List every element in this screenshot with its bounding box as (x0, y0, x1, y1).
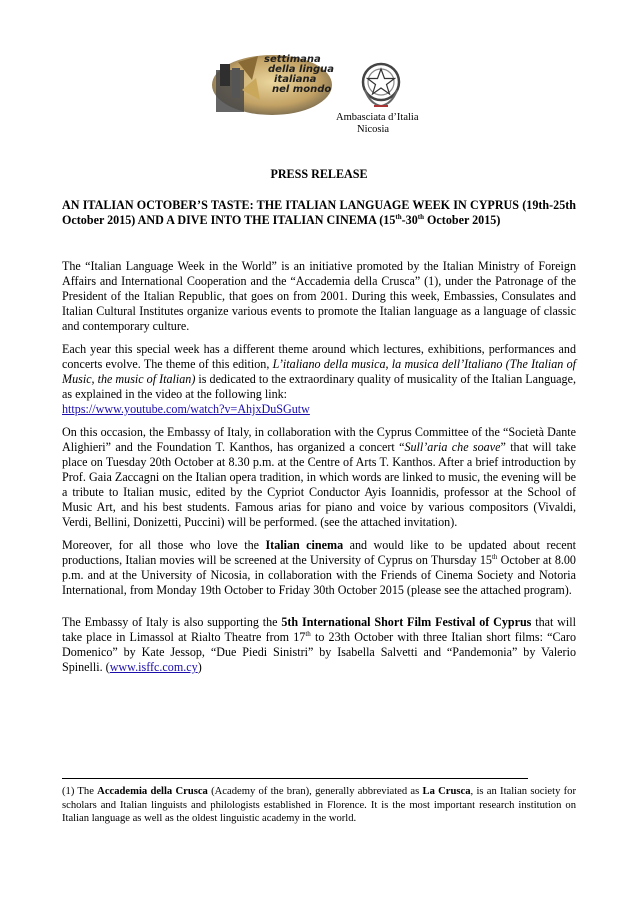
cinema-text-3: October at 8.00 p.m. and at the University of Nicosia, in collaboration with the Friends of Cinema Society and Notoria International, from Monday 19th October to Friday 30th October 2015 (please see the attached program). (62, 553, 576, 597)
concert-text-1: On this occasion, the Embassy of Italy, in collaboration with the Cyprus Committee of the “Società Dante Alighieri” and the Foundation T. Kanthos, has organized a concert “ (62, 425, 576, 454)
festival-bold: 5th International Short Film Festival of Cyprus (281, 615, 532, 629)
theme-title-italic: L’italiano della musica, la musica dell’Italiano (The Italian of Music, the music of Italian) (62, 357, 576, 386)
footnote-text-2: (Academy of the bran), generally abbreviated as (207, 786, 423, 797)
paragraph-concert (62, 425, 576, 530)
footnote (62, 785, 576, 826)
settimana-logo (208, 50, 336, 120)
cinema-text-2: and would like to be updated about recent productions, Italian movies will be screened at the University of Cyprus on Thursday 15 (62, 538, 577, 567)
cinema-bold: Italian cinema (265, 538, 344, 552)
footnote-text-3: , is an Italian society for scholars and Italian linguists and philologists established in Florence. It is the most important research institution on Italian language as well as the oldest linguistic academy in the world. (62, 786, 576, 824)
embassy-city: Nicosia (357, 124, 390, 135)
embassy-label (336, 112, 419, 136)
logo-line-3: italiana (274, 74, 317, 85)
page-title (62, 198, 576, 228)
title-superscript-1: th (395, 212, 402, 221)
festival-text-1: The Embassy of Italy is also supporting the (62, 615, 282, 629)
footnote-text-1: (1) The (62, 786, 98, 797)
theme-text-1: Each year this special week has a different theme around which lectures, exhibitions, performances and concerts evolve. The theme of this edition, (62, 342, 576, 371)
title-part-3: October 2015) (424, 213, 501, 227)
title-part-2: -30 (401, 213, 418, 227)
festival-superscript: th (305, 629, 311, 638)
italian-republic-emblem-icon (360, 60, 402, 112)
logo-line-4: nel mondo (272, 84, 332, 95)
logo-line-2: della lingua (268, 64, 335, 75)
paragraph-cinema (62, 538, 576, 598)
logo-line-1: settimana (264, 54, 321, 65)
theme-text-2: is dedicated to the extraordinary quality of musicality of the Italian Language, as explained in the video at the following link: (62, 372, 576, 401)
youtube-link[interactable]: https://www.youtube.com/watch?v=AhjxDuSGutw (62, 402, 310, 416)
title-superscript-2: th (417, 212, 424, 221)
festival-text-3: to 23th October with three Italian short films: “Caro Domenico” by Kate Jessop, “Due Piedi Sinistri” by Isabella Salvetti and “Pandemonia” by Valerio Spinelli. ( (62, 630, 577, 674)
cinema-text-1: Moreover, for all those who love the (62, 538, 266, 552)
press-release-heading: PRESS RELEASE (270, 167, 368, 181)
document-body (62, 167, 576, 675)
footnote-divider (62, 778, 528, 779)
cinema-superscript: th (491, 552, 498, 561)
paragraph-intro: The “Italian Language Week in the World” is an initiative promoted by the Italian Ministry of Foreign Affairs and International Cooperation and the “Accademia della Crusca” (1), under the Patronage of the President of the Italian Republic, that goes on from 2001. During this week, Embassies, Consulates and Italian Cultural Institutes organize various events to promote the Italian language as a language of classic and contemporary culture. (62, 259, 576, 333)
paragraph-theme (62, 342, 576, 417)
concert-title-italic: Sull’aria che soave (404, 440, 501, 454)
concert-text-2: ” that will take place on Tuesday 20th October at 8.30 p.m. at the Centre of Arts T. Kanthos. After a brief introduction by Prof. Gaia Zaccagni on the Italian opera tradition, in which words are linked to music, the evening will be a tribute to Italian music, edited by the Cypriot Conductor Ayis Ioannidis, professor at the School of Music Art, and his best students. Famous arias for piano and voice by various compositors (Vivaldi, Verdi, Bellini, Donizetti, Puccini) will be performed. (see the attached invitation). (62, 440, 576, 529)
festival-text-4: ) (197, 660, 202, 674)
festival-website-link[interactable]: www.isffc.com.cy (109, 660, 198, 674)
footnote-bold-1: Accademia della Crusca (97, 786, 208, 797)
title-part-1: AN ITALIAN OCTOBER’S TASTE: THE ITALIAN LANGUAGE WEEK IN CYPRUS (19th-25th October 2015) AND A DIVE INTO THE ITALIAN CINEMA (15 (62, 198, 576, 227)
embassy-name: Ambasciata d’Italia (336, 112, 419, 123)
paragraph-festival (62, 615, 576, 675)
footnote-bold-2: La Crusca (422, 786, 471, 797)
festival-text-2: that will take place in Limassol at Rialto Theatre from 17 (62, 615, 577, 644)
